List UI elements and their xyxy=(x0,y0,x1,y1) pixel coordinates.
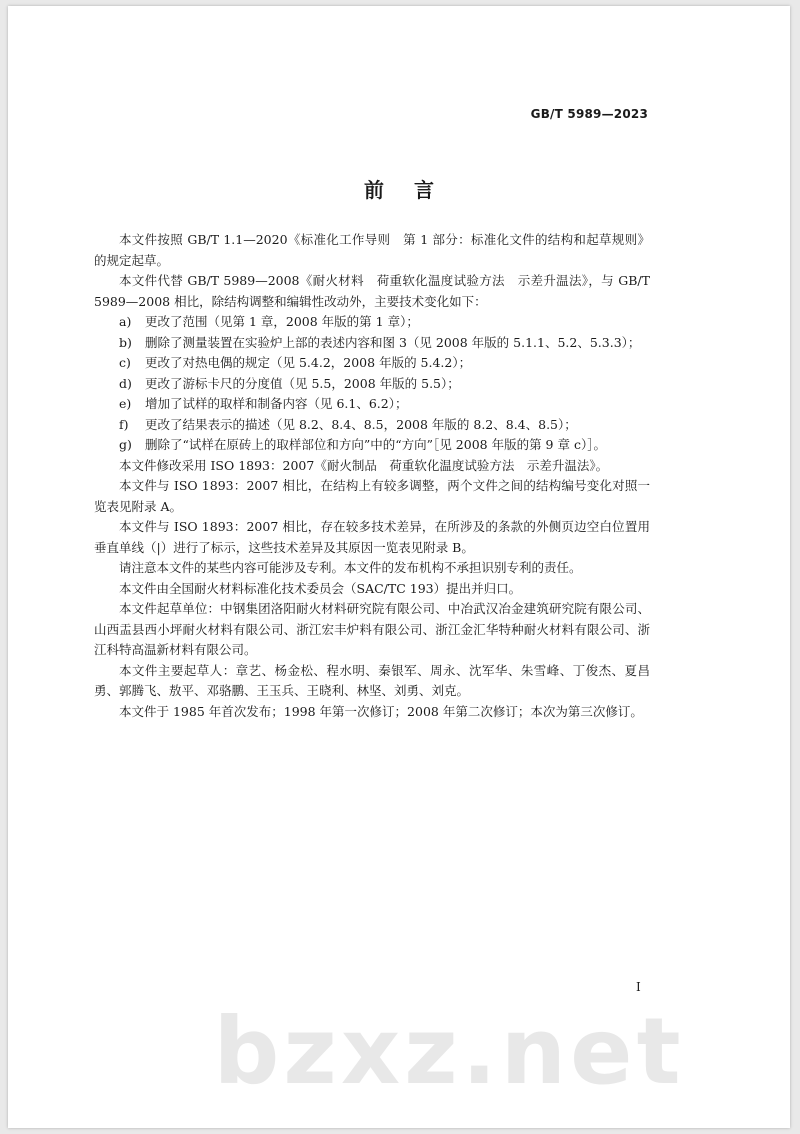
paragraph: 本文件按照 GB/T 1.1—2020《标准化工作导则 第 1 部分：标准化文件的结构和起草规则》的规定起草。 xyxy=(94,232,650,268)
list-item-text: 更改了结果表示的描述（见 8.2、8.4、8.5，2008 年版的 8.2、8.4、8.5）； xyxy=(145,416,577,432)
foreword-body xyxy=(94,230,650,722)
list-item-text: 更改了范围（见第 1 章，2008 年版的第 1 章）； xyxy=(145,314,419,329)
paragraph: 本文件修改采用 ISO 1893：2007《耐火制品 荷重软化温度试验方法 示差升温法》。 xyxy=(119,457,609,473)
list-item-label: f) xyxy=(119,416,129,432)
paragraph: 本文件起草单位：中钢集团洛阳耐火材料研究院有限公司、中冶武汉冶金建筑研究院有限公司、山西盂县西小坪耐火材料有限公司、浙江宏丰炉料有限公司、浙江金汇华特种耐火材料有限公司、浙江科特高温新材料有限公司。 xyxy=(94,601,650,657)
list-item xyxy=(94,394,650,415)
list-item xyxy=(94,435,650,456)
paragraph: 本文件由全国耐火材料标准化技术委员会（SAC/TC 193）提出并归口。 xyxy=(119,580,522,596)
list-item-label: b) xyxy=(119,334,132,350)
list-item-text: 删除了“试样在原砖上的取样部位和方向”中的“方向”［见 2008 年版的第 9 章 c）］。 xyxy=(145,437,606,452)
list-item xyxy=(94,374,650,395)
paragraph: 本文件于 1985 年首次发布；1998 年第一次修订；2008 年第二次修订；本次为第三次修订。 xyxy=(119,703,643,719)
list-item-text: 更改了游标卡尺的分度值（见 5.5，2008 年版的 5.5）； xyxy=(145,375,460,391)
list-item xyxy=(94,333,650,354)
list-item-label: a) xyxy=(119,314,132,329)
page-number: I xyxy=(636,980,641,994)
paragraph: 本文件代替 GB/T 5989—2008《耐火材料 荷重软化温度试验方法 示差升温法》，与 GB/T 5989—2008 相比，除结构调整和编辑性改动外，主要技术变化如下： xyxy=(94,273,650,309)
watermark: bzxz.net xyxy=(213,998,685,1105)
list-item-text: 删除了测量装置在实验炉上部的表述内容和图 3（见 2008 年版的 5.1.1、5.2、5.3.3）； xyxy=(145,334,641,350)
page-title: 前言 xyxy=(364,178,464,202)
list-item-label: d) xyxy=(119,375,132,391)
list-item-label: e) xyxy=(119,396,132,411)
paragraph: 本文件与 ISO 1893：2007 相比，在结构上有较多调整，两个文件之间的结构编号变化对照一览表见附录 A。 xyxy=(94,478,650,514)
list-item xyxy=(94,353,650,374)
paragraph: 本文件与 ISO 1893：2007 相比，存在较多技术差异，在所涉及的条款的外侧页边空白位置用垂直单线（|）进行了标示，这些技术差异及其原因一览表见附录 B。 xyxy=(94,519,650,555)
paragraph: 本文件主要起草人：章艺、杨金松、程水明、秦银军、周永、沈军华、朱雪峰、丁俊杰、夏昌勇、郭腾飞、敖平、邓骆鹏、王玉兵、王晓利、林坚、刘勇、刘克。 xyxy=(94,662,650,698)
list-item-label: g) xyxy=(119,437,132,452)
list-item-text: 增加了试样的取样和制备内容（见 6.1、6.2）； xyxy=(145,396,408,411)
list-item-label: c) xyxy=(119,355,131,370)
paragraph: 请注意本文件的某些内容可能涉及专利。本文件的发布机构不承担识别专利的责任。 xyxy=(119,560,582,575)
list-item xyxy=(94,415,650,436)
standard-number: GB/T 5989—2023 xyxy=(530,107,648,121)
list-item xyxy=(94,312,650,333)
document-page xyxy=(8,6,790,1128)
list-item-text: 更改了对热电偶的规定（见 5.4.2，2008 年版的 5.4.2）； xyxy=(145,355,472,370)
